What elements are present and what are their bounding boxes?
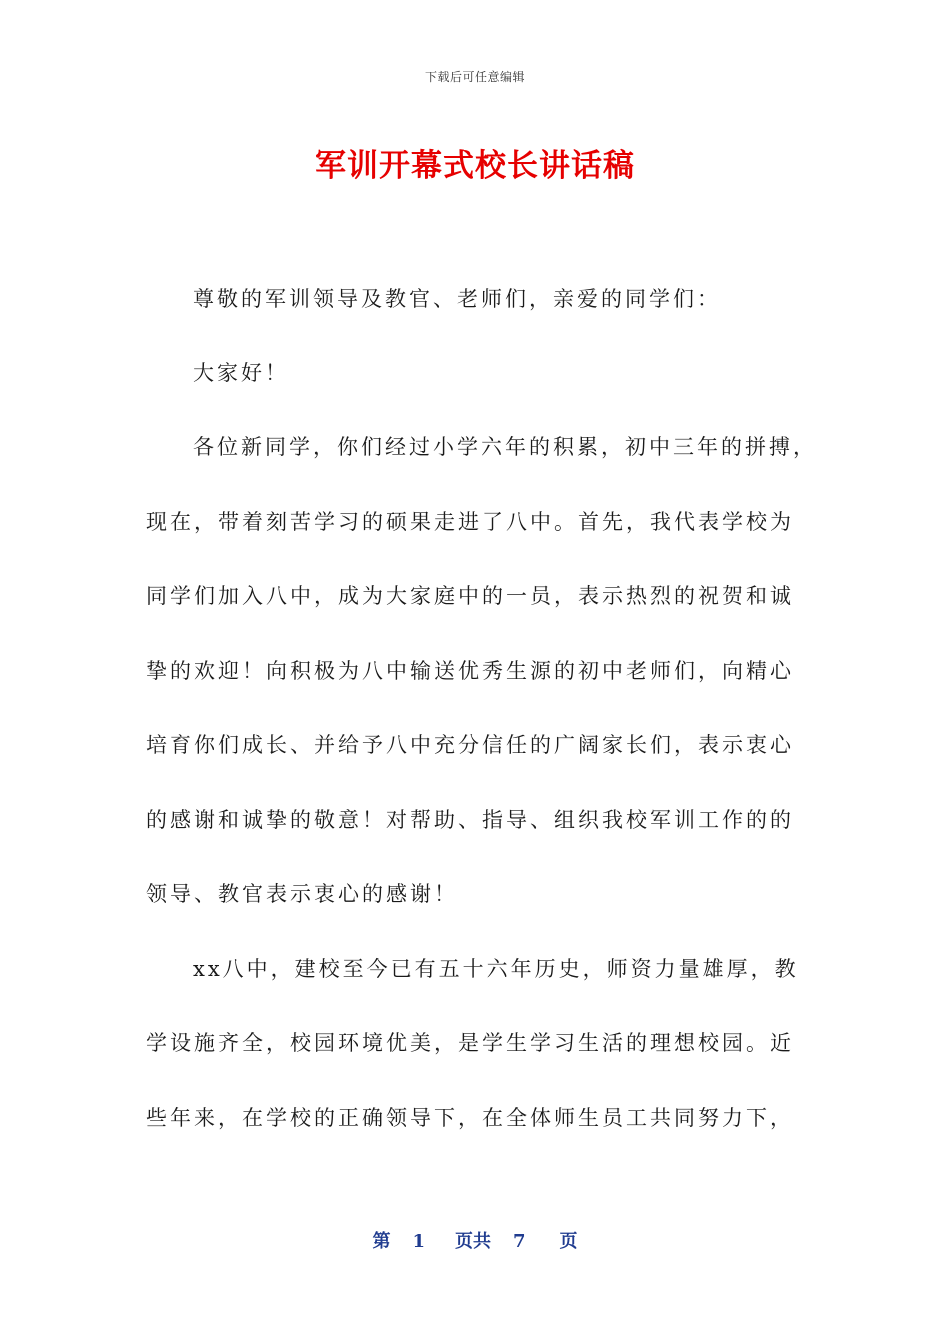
page-label-prefix: 第	[372, 1231, 391, 1252]
salutation-line: 尊敬的军训领导及教官、老师们，亲爱的同学们：	[193, 287, 721, 311]
paragraph-line: 学设施齐全，校园环境优美，是学生学习生活的理想校园。近	[146, 1031, 794, 1055]
paragraph-line: 些年来，在学校的正确领导下，在全体师生员工共同努力下，	[146, 1106, 794, 1130]
paragraph-line: 同学们加入八中，成为大家庭中的一员，表示热烈的祝贺和诚	[146, 584, 794, 608]
page-label-suffix: 页	[559, 1231, 578, 1252]
total-pages-number: 7	[513, 1231, 526, 1252]
paragraph-line: 培育你们成长、并给予八中充分信任的广阔家长们，表示衷心	[146, 733, 794, 757]
paragraph-line: 挚的欢迎！向积极为八中输送优秀生源的初中老师们，向精心	[146, 659, 794, 683]
document-title: 军训开幕式校长讲话稿	[315, 148, 635, 184]
paragraph-line: 的感谢和诚挚的敬意！对帮助、指导、组织我校军训工作的的	[146, 808, 794, 832]
paragraph-line: 现在，带着刻苦学习的硕果走进了八中。首先，我代表学校为	[146, 510, 794, 534]
greeting-line: 大家好！	[193, 361, 289, 385]
page-label-mid: 页共	[455, 1231, 491, 1252]
paragraph-line: 各位新同学，你们经过小学六年的积累，初中三年的拼搏，	[193, 435, 817, 459]
paragraph-line: 领导、教官表示衷心的感谢！	[146, 882, 458, 906]
paragraph-line: xx八中，建校至今已有五十六年历史，师资力量雄厚，教	[193, 957, 799, 981]
header-note: 下载后可任意编辑	[424, 70, 525, 84]
page-number-footer	[0, 1227, 950, 1253]
current-page-number: 1	[412, 1231, 425, 1252]
